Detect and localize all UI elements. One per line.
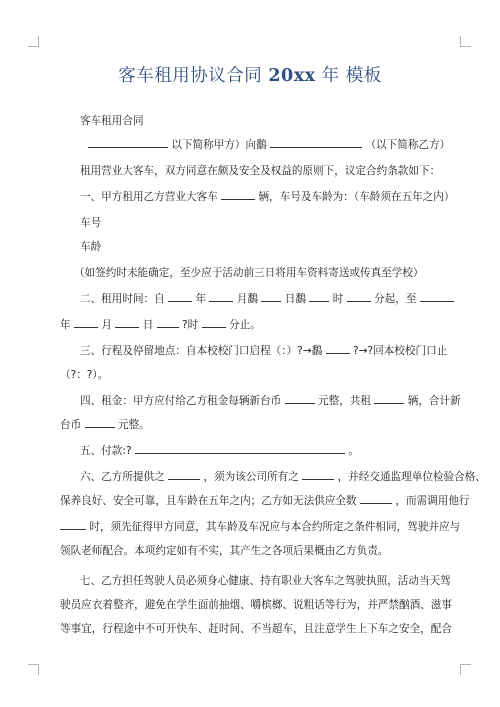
blank-field: [85, 418, 115, 428]
clause-6-cont-3: [60, 544, 500, 558]
clause2b-e: 分止。: [229, 319, 261, 331]
title-prefix: 客车租用协议合同: [118, 66, 263, 86]
clause3-b: ?→?回本校校门口止: [353, 345, 448, 357]
clause2b-b: 月: [101, 319, 112, 331]
clause2b-c: 日: [142, 319, 154, 331]
clause4b-b: 元整。: [117, 419, 150, 431]
blank-field: [168, 470, 200, 480]
clause6-c: ，并经交通监理单位检验合格、: [337, 471, 486, 483]
clause4-a: 四、租金：甲方应付给乙方租金每辆新台币: [80, 395, 282, 407]
clause-3-cont: [60, 368, 500, 382]
clause6b-a: 保养良好、安全可靠，且车龄在五年之内；乙方如无法供应全数: [60, 495, 357, 507]
clause5-a: 五、付款:?: [80, 445, 132, 457]
clause-6-cont-1: [60, 494, 500, 508]
heading-text: 客车租用合同: [80, 115, 144, 127]
clause3-a: 三、行程及停留地点：自本校校门口启程（：）?→鷭: [80, 345, 323, 357]
clause7-c: 等事宜，行程途中不可开快车、赶时间、不当超车，且注意学生上下车之安全，配合: [60, 623, 452, 635]
blank-field: [168, 292, 192, 302]
blank-field: [420, 292, 454, 302]
note-line: [74, 266, 500, 280]
clause6-a: 六、乙方所提供之: [80, 471, 165, 483]
blank-field: [209, 292, 233, 302]
clause-5: [80, 444, 500, 458]
age-label: [80, 240, 500, 254]
clause2-b: 年: [195, 293, 207, 305]
clause2b-a: 年: [60, 319, 71, 331]
clause1-a: 一、甲方租用乙方营业大客车: [80, 191, 218, 203]
clause2-d: 日鷭: [284, 293, 306, 305]
clause2-a: 二、租用时间：自: [80, 293, 165, 305]
parties-b: （以下简称乙方）: [365, 139, 451, 151]
blank-field: [221, 190, 255, 200]
blank-field: [326, 344, 350, 354]
clause3-cont: （?：?）。: [60, 369, 109, 381]
clause2-e: 时: [332, 293, 344, 305]
blank-field: [360, 494, 392, 504]
intro-line: [80, 164, 500, 178]
clause-7-cont-2: [60, 622, 500, 636]
clause6c-a: 时，须先征得甲方同意，其车龄及车况应与本合约所定之条件相同，驾驶并应与: [89, 521, 461, 533]
age-text: 车龄: [80, 241, 102, 253]
clause7-b: 驶员应衣着整齐，避免在学生面前抽烟、嚼槟榔、说粗话等行为，并严禁酗酒、滋事: [60, 599, 452, 611]
clause-7: [80, 574, 500, 588]
clause6d: 领队老师配合。本项约定如有不实，其产生之各项后果概由乙方负责。: [60, 545, 389, 557]
clause-3: [80, 344, 500, 358]
blank-field: [261, 292, 281, 302]
clause-7-cont-1: [60, 598, 500, 612]
intro-text: 租用营业大客车，双方同意在颇及安全及权益的原则下，议定合约条款如下：: [80, 165, 441, 177]
clause-4-cont: [60, 418, 500, 432]
blank-field: [157, 318, 179, 328]
corner-mark: [460, 36, 471, 47]
blank-field: [374, 394, 404, 404]
clause6b-b: ，而需调用他行: [395, 495, 470, 507]
blank-field: [285, 394, 315, 404]
blank-field: [60, 520, 86, 530]
clause-1: [80, 190, 500, 204]
clause4-c: 辆，合计新: [407, 395, 461, 407]
corner-mark: [28, 36, 39, 47]
title-suffix: 年 模板: [321, 66, 382, 86]
clause7-a: 七、乙方担任驾驶人员必须身心健康、持有职业大客车之驾驶执照，活动当天驾: [80, 575, 451, 587]
corner-mark: [460, 664, 471, 675]
parties-a: 以下简称甲方）向鷭: [171, 139, 267, 151]
blank-field: [88, 138, 168, 148]
clause2b-d: ?时: [182, 319, 199, 331]
plate-text: 车号: [80, 217, 102, 229]
clause4-b: 元整，共租: [318, 395, 371, 407]
blank-field: [302, 470, 334, 480]
clause2-f: 分起，至: [374, 293, 417, 305]
blank-field: [309, 292, 329, 302]
clause-6-cont-2: [60, 520, 500, 534]
clause2-c: 月鷭: [236, 293, 259, 305]
clause4b-a: 台币: [60, 419, 82, 431]
clause-4: [80, 394, 500, 408]
clause6-b: ，须为该公司所有之: [203, 471, 299, 483]
clause-6: [80, 470, 500, 484]
clause-2: [80, 292, 500, 306]
note-text: （如签约时未能确定，至少应于活动前三日将用车资料寄送或传真至学校）: [74, 267, 424, 279]
contract-heading: [80, 114, 500, 128]
blank-field: [270, 138, 362, 148]
blank-field: [202, 318, 226, 328]
clause-2-cont: [60, 318, 500, 332]
corner-mark: [28, 664, 39, 675]
parties-line: [88, 138, 500, 152]
blank-field: [74, 318, 98, 328]
clause1-b: 辆，车号及车龄为：（车龄须在五年之内）: [258, 191, 455, 203]
document-title: [0, 62, 500, 87]
clause5-b: 。: [348, 445, 359, 457]
blank-field: [135, 444, 345, 454]
title-year: 20xx: [268, 66, 316, 86]
plate-label: [80, 216, 500, 230]
blank-field: [115, 318, 139, 328]
blank-field: [347, 292, 371, 302]
